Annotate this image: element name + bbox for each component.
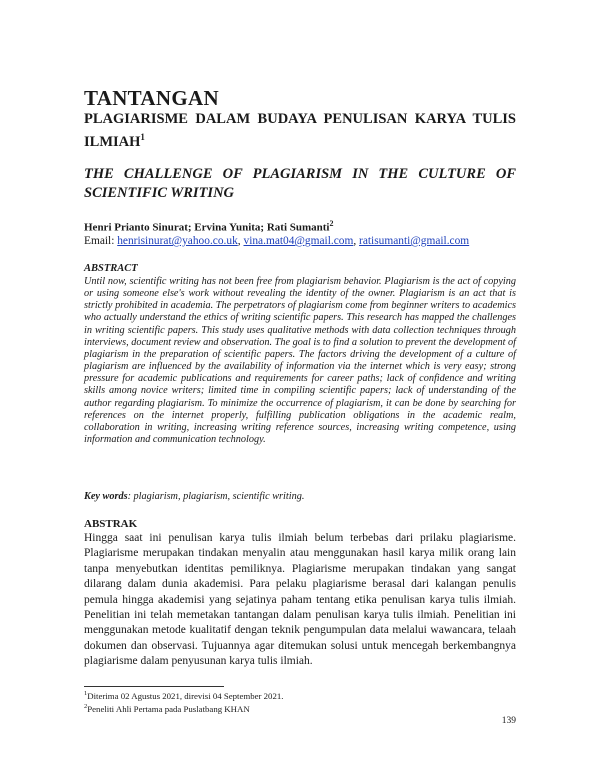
email-label: Email: bbox=[84, 235, 118, 247]
keywords-text: : plagiarism, plagiarism, scientific writing. bbox=[127, 491, 305, 502]
footnote-2-mark: 2 bbox=[84, 703, 88, 710]
abstract-body: Until now, scientific writing has not been free from plagiarism behavior. Plagiarism is the act of copying or using someone else's work without revealing the identity of the owner. Plagiarism is an act that is strictly prohibited in academia. The perpetrators of plagiarism come from beginner writers to academics who actually understand the ethics of writing scientific papers. This research has mapped the challenges in writing scientific papers. This study uses qualitative methods with data collection techniques through interviews, document review and observation. The goal is to find a solution to prevent the development of plagiarism in the preparation of scientific papers. The factors driving the development of a culture of plagiarism are influenced by the availability of information via the internet which is very easy; strong pressure for academic publications and requirements for career paths; lack of confidence and writing skills among novice writers; limited time in compiling scientific papers; lack of understanding of the author regarding plagiarism. To minimize the occurrence of plagiarism, it can be done by searching for references on the internet properly, fulfilling publication obligations in the academic realm, collaboration in writing, increasing writing reference sources, increasing writing competence, using information and communication technology. bbox=[84, 276, 516, 446]
footnote-2-text: Peneliti Ahli Pertama pada Puslatbang KHAN bbox=[87, 703, 250, 714]
title-english: THE CHALLENGE OF PLAGIARISM IN THE CULTURE OF SCIENTIFIC WRITING bbox=[84, 166, 516, 201]
keywords-label: Key words bbox=[84, 491, 128, 502]
email-link-henri[interactable]: henrisinurat@yahoo.co.uk bbox=[117, 235, 238, 247]
email-link-vina[interactable]: vina.mat04@gmail.com bbox=[243, 235, 354, 247]
title-indonesian-text: PLAGIARISME DALAM BUDAYA PENULISAN KARYA TULIS ILMIAH bbox=[84, 111, 516, 150]
title-footnote-mark[interactable]: 1 bbox=[140, 132, 145, 142]
author-footnote-mark[interactable]: 2 bbox=[329, 219, 334, 228]
footnote-divider bbox=[84, 686, 224, 687]
email-link-rati[interactable]: ratisumanti@gmail.com bbox=[359, 235, 470, 247]
author-list bbox=[84, 219, 334, 234]
email-line bbox=[84, 235, 469, 247]
email-separator: , bbox=[237, 235, 244, 247]
footnote-1-mark: 1 bbox=[84, 690, 88, 697]
page-number: 139 bbox=[501, 716, 516, 726]
abstrak-heading: ABSTRAK bbox=[84, 518, 138, 530]
email-separator: , bbox=[353, 235, 360, 247]
title-indonesian bbox=[84, 110, 516, 151]
footnote-2 bbox=[84, 703, 250, 714]
abstract-heading: ABSTRACT bbox=[84, 263, 138, 274]
keywords-line bbox=[84, 491, 304, 502]
footnote-1 bbox=[84, 690, 283, 701]
author-names: Henri Prianto Sinurat; Ervina Yunita; Rati Sumanti bbox=[84, 221, 330, 234]
title-main: TANTANGAN bbox=[84, 86, 219, 110]
abstrak-body: Hingga saat ini penulisan karya tulis ilmiah belum terbebas dari prilaku plagiarisme. Plagiarisme merupakan tindakan menyalin atau menggunakan hasil karya milik orang lain tanpa menyebutkan identitas pemiliknya. Plagiarisme merupakan tindakan yang sangat dilarang dalam dunia akademisi. Para pelaku plagiarisme berasal dari kalangan penulis pemula hingga akademisi yang sejatinya paham tentang etika penulisan karya tulis ilmiah. Penelitian ini telah memetakan tantangan dalam penulisan karya tulis ilmiah. Penelitian ini menggunakan metode kualitatif dengan teknik pengumpulan data melalui wawancara, telaah dokumen dan observasi. Tujuannya agar ditemukan solusi untuk mencegah berkembangnya plagiarisme dalam penyusunan karya tulis ilmiah. bbox=[84, 532, 516, 668]
footnote-1-text: Diterima 02 Agustus 2021, direvisi 04 September 2021. bbox=[87, 690, 284, 701]
